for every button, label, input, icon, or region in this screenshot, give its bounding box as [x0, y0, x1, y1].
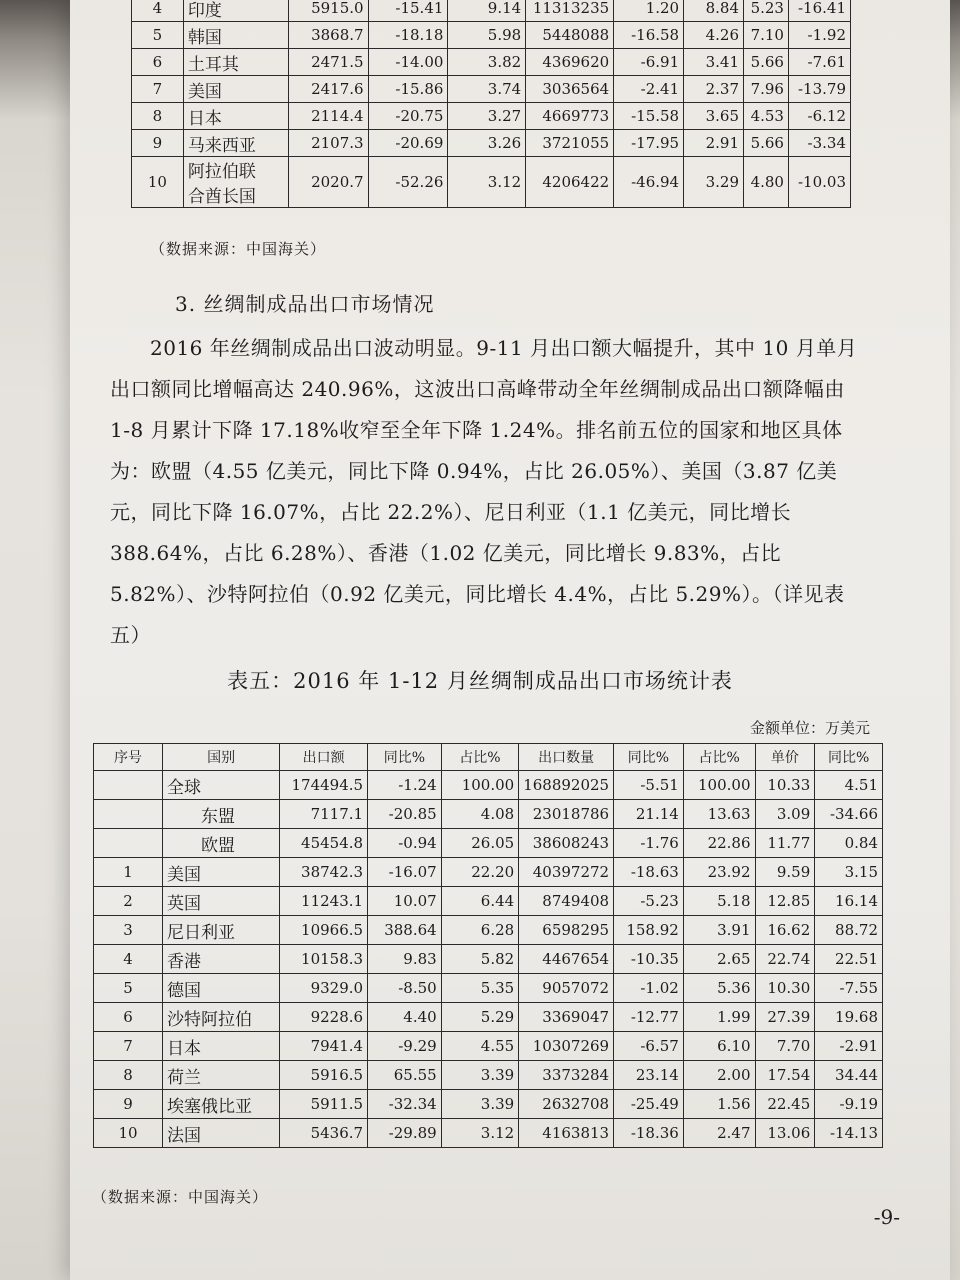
value-cell: -7.55: [815, 974, 883, 1003]
country-cell: 韩国: [183, 22, 288, 49]
value-cell: -5.23: [614, 887, 684, 916]
value-cell: -3.34: [788, 130, 850, 157]
country-cell: 美国: [183, 76, 288, 103]
value-cell: -1.92: [788, 22, 850, 49]
country-cell: 日本: [183, 103, 288, 130]
value-cell: 168892025: [519, 771, 614, 800]
country-cell: 沙特阿拉伯: [163, 1003, 280, 1032]
value-cell: 10307269: [519, 1032, 614, 1061]
table-row: [132, 76, 851, 103]
rank-cell: 7: [132, 76, 184, 103]
value-cell: 4163813: [519, 1119, 614, 1148]
value-cell: 9057072: [519, 974, 614, 1003]
value-cell: -15.41: [368, 0, 448, 22]
header-cell: 同比%: [815, 744, 883, 771]
value-cell: -15.58: [614, 103, 684, 130]
value-cell: 16.62: [755, 916, 815, 945]
value-cell: 3.12: [441, 1119, 519, 1148]
value-cell: 4.55: [441, 1032, 519, 1061]
value-cell: -20.85: [368, 800, 442, 829]
rank-cell: [94, 771, 163, 800]
value-cell: 9228.6: [280, 1003, 368, 1032]
value-cell: -52.26: [368, 157, 448, 208]
value-cell: 3.27: [448, 103, 526, 130]
value-cell: 3036564: [526, 76, 614, 103]
value-cell: 158.92: [614, 916, 684, 945]
country-cell: 美国: [163, 858, 280, 887]
value-cell: 13.63: [683, 800, 755, 829]
value-cell: 5911.5: [280, 1090, 368, 1119]
header-cell: 出口额: [280, 744, 368, 771]
value-cell: 5.18: [683, 887, 755, 916]
value-cell: 1.56: [683, 1090, 755, 1119]
value-cell: 3.09: [755, 800, 815, 829]
value-cell: -10.35: [614, 945, 684, 974]
country-cell: 印度: [183, 0, 288, 22]
value-cell: 22.20: [441, 858, 519, 887]
continued-market-table: [131, 0, 851, 208]
value-cell: 4369620: [526, 49, 614, 76]
value-cell: 6598295: [519, 916, 614, 945]
value-cell: 2.00: [683, 1061, 755, 1090]
value-cell: 7.96: [744, 76, 789, 103]
value-cell: -17.95: [614, 130, 684, 157]
table-row: [132, 103, 851, 130]
value-cell: 9.14: [448, 0, 526, 22]
value-cell: 11313235: [526, 0, 614, 22]
value-cell: 9329.0: [280, 974, 368, 1003]
rank-cell: 9: [94, 1090, 163, 1119]
rank-cell: 2: [94, 887, 163, 916]
value-cell: -16.58: [614, 22, 684, 49]
value-cell: 23018786: [519, 800, 614, 829]
country-cell: 埃塞俄比亚: [163, 1090, 280, 1119]
value-cell: -25.49: [614, 1090, 684, 1119]
section-heading: 3. 丝绸制成品出口市场情况: [175, 292, 435, 316]
table-row: [94, 1061, 883, 1090]
value-cell: 2114.4: [288, 103, 368, 130]
value-cell: -13.79: [788, 76, 850, 103]
value-cell: 1.20: [614, 0, 684, 22]
value-cell: 38742.3: [280, 858, 368, 887]
table-row: [94, 800, 883, 829]
rank-cell: 6: [132, 49, 184, 76]
value-cell: 5.23: [744, 0, 789, 22]
table-row: [94, 1119, 883, 1148]
header-cell: 单价: [755, 744, 815, 771]
value-cell: -7.61: [788, 49, 850, 76]
value-cell: 11.77: [755, 829, 815, 858]
value-cell: 12.85: [755, 887, 815, 916]
value-cell: 3721055: [526, 130, 614, 157]
value-cell: -20.69: [368, 130, 448, 157]
table-row: [132, 49, 851, 76]
table-row: [94, 945, 883, 974]
value-cell: 11243.1: [280, 887, 368, 916]
value-cell: -1.02: [614, 974, 684, 1003]
value-cell: 5.66: [744, 49, 789, 76]
value-cell: -18.63: [614, 858, 684, 887]
value-cell: -34.66: [815, 800, 883, 829]
value-cell: 3.26: [448, 130, 526, 157]
header-cell: 国别: [163, 744, 280, 771]
value-cell: 19.68: [815, 1003, 883, 1032]
table-row: [94, 858, 883, 887]
header-cell: 序号: [94, 744, 163, 771]
table-row: [94, 1032, 883, 1061]
value-cell: 9.59: [755, 858, 815, 887]
rank-cell: 5: [132, 22, 184, 49]
country-cell: 尼日利亚: [163, 916, 280, 945]
value-cell: 5.35: [441, 974, 519, 1003]
rank-cell: 6: [94, 1003, 163, 1032]
value-cell: 2471.5: [288, 49, 368, 76]
value-cell: 22.86: [683, 829, 755, 858]
value-cell: -1.76: [614, 829, 684, 858]
value-cell: 27.39: [755, 1003, 815, 1032]
value-cell: 2020.7: [288, 157, 368, 208]
value-cell: 1.99: [683, 1003, 755, 1032]
value-cell: 2417.6: [288, 76, 368, 103]
table-row: [94, 1003, 883, 1032]
country-cell: 香港: [163, 945, 280, 974]
table5: [93, 743, 883, 1148]
value-cell: 3.41: [684, 49, 744, 76]
value-cell: 2107.3: [288, 130, 368, 157]
value-cell: 100.00: [683, 771, 755, 800]
value-cell: 5.36: [683, 974, 755, 1003]
rank-cell: 8: [132, 103, 184, 130]
header-cell: 同比%: [368, 744, 442, 771]
value-cell: -9.29: [368, 1032, 442, 1061]
value-cell: 22.51: [815, 945, 883, 974]
value-cell: 5915.0: [288, 0, 368, 22]
value-cell: -2.41: [614, 76, 684, 103]
value-cell: 3.39: [441, 1061, 519, 1090]
value-cell: 5436.7: [280, 1119, 368, 1148]
value-cell: 5.98: [448, 22, 526, 49]
value-cell: -20.75: [368, 103, 448, 130]
value-cell: 22.74: [755, 945, 815, 974]
value-cell: 10.33: [755, 771, 815, 800]
value-cell: 7.10: [744, 22, 789, 49]
value-cell: 5.66: [744, 130, 789, 157]
table5-unit: 金额单位：万美元: [749, 719, 870, 737]
value-cell: -6.91: [614, 49, 684, 76]
value-cell: 13.06: [755, 1119, 815, 1148]
value-cell: 6.44: [441, 887, 519, 916]
rank-cell: 1: [94, 858, 163, 887]
country-cell: [183, 157, 288, 208]
header-cell: 出口数量: [519, 744, 614, 771]
value-cell: 3.82: [448, 49, 526, 76]
rank-cell: 4: [132, 0, 184, 22]
value-cell: 3.29: [684, 157, 744, 208]
data-source-note-bottom: （数据来源：中国海关）: [92, 1188, 269, 1206]
value-cell: 10966.5: [280, 916, 368, 945]
rank-cell: 5: [94, 974, 163, 1003]
country-name-line: 合酋长国: [187, 187, 256, 207]
table-row: [132, 22, 851, 49]
value-cell: 4206422: [526, 157, 614, 208]
value-cell: 4669773: [526, 103, 614, 130]
value-cell: 5448088: [526, 22, 614, 49]
value-cell: 5.29: [441, 1003, 519, 1032]
table-row: [132, 130, 851, 157]
value-cell: 4.51: [815, 771, 883, 800]
value-cell: 3373284: [519, 1061, 614, 1090]
value-cell: 3.65: [684, 103, 744, 130]
value-cell: -46.94: [614, 157, 684, 208]
country-cell: 法国: [163, 1119, 280, 1148]
value-cell: 38608243: [519, 829, 614, 858]
value-cell: -32.34: [368, 1090, 442, 1119]
value-cell: 23.92: [683, 858, 755, 887]
page-number: -9-: [873, 1205, 900, 1229]
value-cell: 5.82: [441, 945, 519, 974]
value-cell: -9.19: [815, 1090, 883, 1119]
table5-body: [94, 771, 883, 1148]
country-cell: 德国: [163, 974, 280, 1003]
country-name-line: 阿拉伯联: [187, 162, 256, 182]
value-cell: -6.57: [614, 1032, 684, 1061]
value-cell: 21.14: [614, 800, 684, 829]
rank-cell: 8: [94, 1061, 163, 1090]
country-cell: 全球: [163, 771, 280, 800]
rank-cell: 3: [94, 916, 163, 945]
value-cell: 3.39: [441, 1090, 519, 1119]
value-cell: -29.89: [368, 1119, 442, 1148]
table-row: [94, 829, 883, 858]
value-cell: 388.64: [368, 916, 442, 945]
value-cell: 3.91: [683, 916, 755, 945]
value-cell: 2.65: [683, 945, 755, 974]
value-cell: 3.12: [448, 157, 526, 208]
value-cell: 10158.3: [280, 945, 368, 974]
value-cell: 88.72: [815, 916, 883, 945]
value-cell: 65.55: [368, 1061, 442, 1090]
value-cell: 8749408: [519, 887, 614, 916]
country-cell: 马来西亚: [183, 130, 288, 157]
header-cell: 占比%: [441, 744, 519, 771]
value-cell: 10.30: [755, 974, 815, 1003]
value-cell: 3369047: [519, 1003, 614, 1032]
paragraph-text: 2016 年丝绸制成品出口波动明显。9-11 月出口额大幅提升，其中 10 月单月出口额同比增幅高达 240.96%，这波出口高峰带动全年丝绸制成品出口额降幅由 1-8 月累计下降 17.18%收窄至全年下降 1.24%。排名前五位的国家和地区具体为：欧盟（4.55 亿美元，同比下降 0.94%，占比 26.05%）、美国（3.87 亿美元，同比下降 16.07%，占比 22.2%）、尼日利亚（1.1 亿美元，同比增长 388.64%，占比 6.28%）、香港（1.02 亿美元，同比增长 9.83%，占比 5.82%）、沙特阿拉伯（0.92 亿美元，同比增长 4.4%，占比 5.29%）。（详见表五）: [110, 336, 858, 647]
value-cell: -16.41: [788, 0, 850, 22]
header-cell: 同比%: [614, 744, 684, 771]
rank-cell: [94, 800, 163, 829]
value-cell: 4.40: [368, 1003, 442, 1032]
table5-caption: 表五：2016 年 1-12 月丝绸制成品出口市场统计表: [227, 669, 733, 693]
value-cell: -10.03: [788, 157, 850, 208]
value-cell: 3868.7: [288, 22, 368, 49]
value-cell: 100.00: [441, 771, 519, 800]
value-cell: 7.70: [755, 1032, 815, 1061]
rank-cell: [94, 829, 163, 858]
header-cell: 占比%: [683, 744, 755, 771]
section-paragraph: [110, 328, 870, 656]
country-cell: 东盟: [163, 800, 280, 829]
value-cell: -16.07: [368, 858, 442, 887]
value-cell: 5916.5: [280, 1061, 368, 1090]
table-row: [94, 771, 883, 800]
value-cell: 3.15: [815, 858, 883, 887]
country-cell: 英国: [163, 887, 280, 916]
value-cell: 17.54: [755, 1061, 815, 1090]
value-cell: 4467654: [519, 945, 614, 974]
value-cell: 6.10: [683, 1032, 755, 1061]
value-cell: 26.05: [441, 829, 519, 858]
value-cell: -2.91: [815, 1032, 883, 1061]
value-cell: 23.14: [614, 1061, 684, 1090]
data-source-note-top: （数据来源：中国海关）: [150, 240, 327, 258]
rank-cell: 9: [132, 130, 184, 157]
value-cell: -18.18: [368, 22, 448, 49]
value-cell: 4.26: [684, 22, 744, 49]
value-cell: -8.50: [368, 974, 442, 1003]
value-cell: 6.28: [441, 916, 519, 945]
value-cell: 22.45: [755, 1090, 815, 1119]
value-cell: -1.24: [368, 771, 442, 800]
value-cell: 3.74: [448, 76, 526, 103]
rank-cell: 4: [94, 945, 163, 974]
value-cell: -14.13: [815, 1119, 883, 1148]
country-cell: 土耳其: [183, 49, 288, 76]
table-row: [132, 0, 851, 22]
value-cell: 9.83: [368, 945, 442, 974]
rank-cell: 10: [132, 157, 184, 208]
country-cell: 荷兰: [163, 1061, 280, 1090]
value-cell: -0.94: [368, 829, 442, 858]
continued-table-body: [132, 0, 851, 208]
value-cell: -6.12: [788, 103, 850, 130]
value-cell: 2632708: [519, 1090, 614, 1119]
value-cell: 7941.4: [280, 1032, 368, 1061]
value-cell: 8.84: [684, 0, 744, 22]
table-row: [132, 157, 851, 208]
value-cell: 16.14: [815, 887, 883, 916]
value-cell: -5.51: [614, 771, 684, 800]
table-row: [94, 916, 883, 945]
value-cell: 2.37: [684, 76, 744, 103]
value-cell: 34.44: [815, 1061, 883, 1090]
value-cell: 0.84: [815, 829, 883, 858]
table-row: [94, 974, 883, 1003]
value-cell: -15.86: [368, 76, 448, 103]
rank-cell: 10: [94, 1119, 163, 1148]
value-cell: 45454.8: [280, 829, 368, 858]
table-row: [94, 887, 883, 916]
table-row: [94, 1090, 883, 1119]
table5-header-row: [94, 744, 883, 771]
value-cell: -18.36: [614, 1119, 684, 1148]
value-cell: 174494.5: [280, 771, 368, 800]
value-cell: 2.91: [684, 130, 744, 157]
value-cell: -14.00: [368, 49, 448, 76]
country-cell: 欧盟: [163, 829, 280, 858]
value-cell: 40397272: [519, 858, 614, 887]
value-cell: 4.08: [441, 800, 519, 829]
value-cell: 4.53: [744, 103, 789, 130]
country-cell: 日本: [163, 1032, 280, 1061]
value-cell: 10.07: [368, 887, 442, 916]
value-cell: 7117.1: [280, 800, 368, 829]
value-cell: 2.47: [683, 1119, 755, 1148]
rank-cell: 7: [94, 1032, 163, 1061]
value-cell: -12.77: [614, 1003, 684, 1032]
value-cell: 4.80: [744, 157, 789, 208]
